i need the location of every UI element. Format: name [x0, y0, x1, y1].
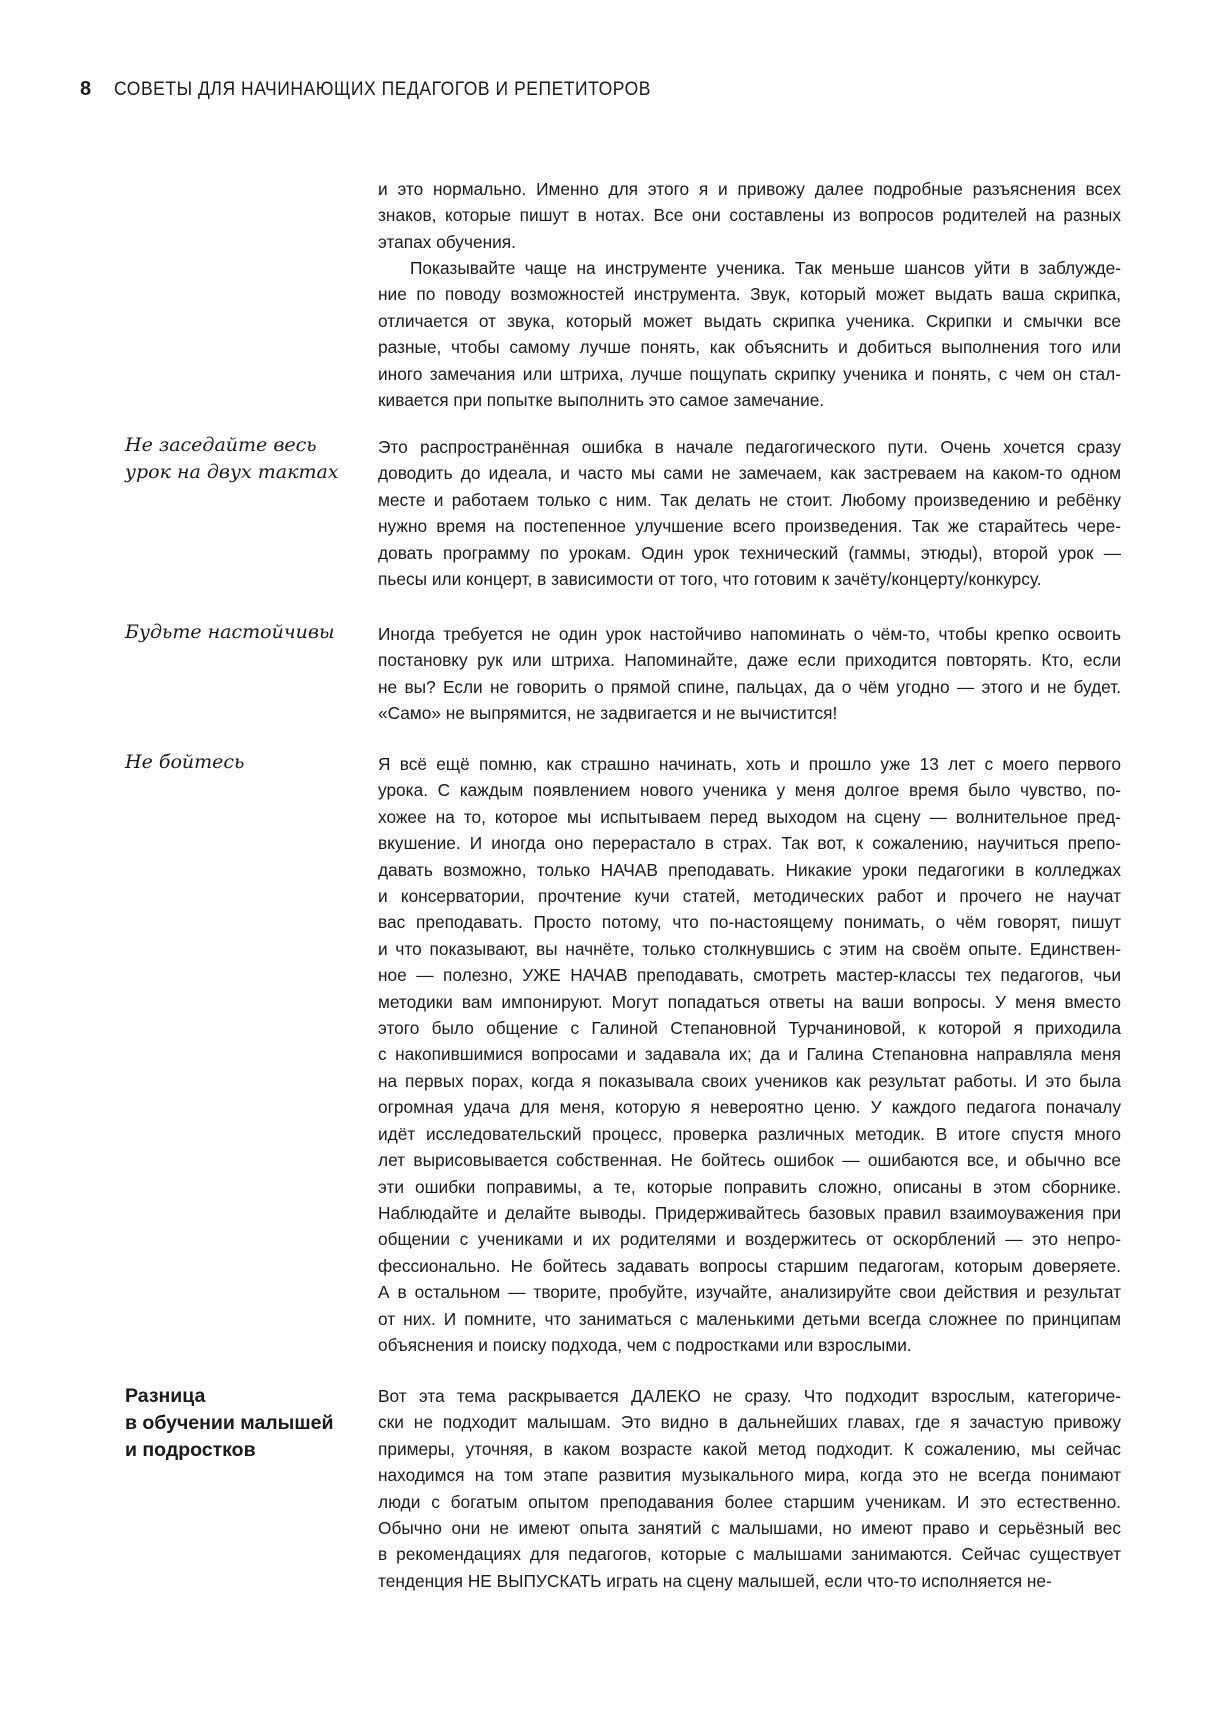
- text-line: фессионально. Не бойтесь задавать вопросы старшим педагогам, которым доверяете.: [378, 1255, 1121, 1276]
- intro-paragraph-1: [378, 176, 1121, 255]
- heading-line: в обучении малышей: [125, 1412, 334, 1434]
- text-line: А в остальном — творите, пробуйте, изучайте, анализируйте свои действия и результат: [378, 1282, 1121, 1303]
- text-line: урока. С каждым появлением нового ученика у меня долгое время было чувство, по-: [378, 780, 1121, 801]
- text-line: находимся на том этапе развития музыкального мира, когда это не всегда понимают: [378, 1465, 1121, 1486]
- text-line: огромная удача для меня, которую я невероятно ценю. У каждого педагога поначалу: [378, 1097, 1121, 1118]
- text-line: постановку рук или штриха. Напоминайте, даже если приходится повторять. Кто, если: [378, 650, 1121, 671]
- section-body-dont-fear: [378, 751, 1121, 1358]
- page-header: [80, 78, 697, 102]
- text-line: разные, чтобы самому лучше понять, как объяснить и добиться выполнения того или: [378, 337, 1121, 358]
- text-line: тенденция НЕ ВЫПУСКАТЬ играть на сцену малышей, если что-то исполняется не-: [378, 1570, 1052, 1591]
- text-line: и что показывают, вы начнёте, только столкнувшись с этим на своём опыте. Единствен-: [378, 938, 1121, 959]
- text-line: Обычно они не имеют опыта занятий с малышами, но имеют право и серьёзный вес: [378, 1518, 1121, 1539]
- text-line: Показывайте чаще на инструменте ученика. Так меньше шансов уйти в заблужде-: [410, 258, 1121, 278]
- text-line: эти ошибки поправимы, а те, которые поправить сложно, описаны в этом сборнике.: [378, 1176, 1121, 1197]
- text-line: на первых порах, когда я показывала своих учеников как результат работы. И это была: [378, 1070, 1121, 1091]
- text-line: примеры, уточняя, в каком возрасте какой метод подходит. К сожалению, мы сейчас: [378, 1438, 1121, 1459]
- heading-line: и подростков: [125, 1439, 256, 1461]
- text-line: методики вам импонируют. Могут попадаться ответы на ваши вопросы. У меня вместо: [378, 991, 1121, 1012]
- text-line: довать программу по урокам. Один урок технический (гаммы, этюды), второй урок —: [378, 542, 1121, 563]
- text-line: в рекомендациях для педагогов, которые с малышами занимаются. Сейчас существует: [378, 1544, 1121, 1565]
- text-line: этапах обучения.: [378, 231, 516, 252]
- section-body-dont-linger: [378, 434, 1121, 592]
- text-line: пьесы или концерт, в зависимости от того, что готовим к зачёту/концерту/конкурсу.: [378, 569, 1042, 590]
- text-line: отличается от звука, который может выдать скрипка ученика. Скрипки и смычки все: [378, 310, 1121, 331]
- intro-paragraph-2: [378, 255, 1121, 413]
- text-line: вкушение. И иногда оно перерастало в страх. Так вот, к сожалению, научиться препо-: [378, 833, 1121, 854]
- text-line: доводить до идеала, и часто мы сами не замечаем, как застреваем на каком-то одном: [378, 463, 1121, 484]
- text-line: и это нормально. Именно для этого я и привожу далее подробные разъяснения всех: [378, 179, 1121, 199]
- text-line: ние по поводу возможностей инструмента. Звук, который может выдать ваша скрипка,: [378, 284, 1121, 305]
- text-line: общении с учениками и их родителями и воздержитесь от оскорблений — это непро-: [378, 1229, 1121, 1250]
- text-line: Наблюдайте и делайте выводы. Придерживайтесь базовых правил взаимоуважения при: [378, 1202, 1121, 1223]
- text-line: ски не подходит малышам. Это видно в дальнейших главах, где я зачастую привожу: [378, 1412, 1121, 1433]
- text-line: Вот эта тема раскрывается ДАЛЕКО не сразу. Что подходит взрослым, категориче-: [378, 1386, 1121, 1406]
- text-line: от них. И помните, что заниматься с маленькими детьми всегда сложнее по принципам: [378, 1308, 1121, 1329]
- text-line: Это распространённая ошибка в начале педагогического пути. Очень хочется сразу: [378, 437, 1121, 457]
- running-title: СОВЕТЫ ДЛЯ НАЧИНАЮЩИХ ПЕДАГОГОВ И РЕПЕТИТОРОВ: [113, 79, 651, 100]
- heading-line: Разница: [125, 1385, 206, 1407]
- text-line: знаков, которые пишут в нотах. Все они составлены из вопросов родителей на разных: [378, 205, 1121, 226]
- section-heading-dont-fear: [125, 749, 355, 776]
- heading-line: Не заседайте весь: [125, 434, 317, 456]
- text-line: и консерватории, прочтение кучи статей, методических работ и прочего не научат: [378, 886, 1121, 907]
- text-line: нужно время на постепенное улучшение всего произведения. Так же старайтесь чере-: [378, 516, 1121, 537]
- text-line: месте и работаем только с ним. Так делать не стоит. Любому произведению и ребёнку: [378, 489, 1121, 510]
- text-line: Я всё ещё помню, как страшно начинать, хоть и прошло уже 13 лет с моего первого: [378, 754, 1121, 774]
- text-line: Иногда требуется не один урок настойчиво напоминать о чём-то, чтобы крепко освоить: [378, 624, 1121, 644]
- section-heading-age-difference: [125, 1383, 355, 1464]
- section-body-age-difference: [378, 1383, 1121, 1594]
- text-line: объяснения и поиску подхода, чем с подростками или взрослыми.: [378, 1334, 912, 1355]
- heading-line: Не бойтесь: [125, 751, 245, 773]
- text-line: хожее на то, которое мы испытываем перед выходом на сцену — волнительное пред-: [378, 806, 1121, 827]
- text-line: кивается при попытке выполнить это самое замечание.: [378, 390, 825, 411]
- text-line: иного замечания или штриха, лучше пощупать скрипку ученика и понять, с чем он стал-: [378, 363, 1121, 384]
- text-line: давать возможно, только НАЧАВ преподавать. Никакие уроки педагогики в колледжах: [378, 859, 1121, 880]
- section-heading-dont-linger: [125, 432, 355, 485]
- text-line: идёт исследовательский процесс, проверка различных методик. В итоге спустя много: [378, 1123, 1121, 1144]
- text-line: этого было общение с Галиной Степановной Турчаниновой, к которой я приходила: [378, 1018, 1121, 1039]
- page-number: 8: [80, 78, 92, 100]
- section-body-be-persistent: [378, 621, 1121, 727]
- text-line: «Само» не выпрямится, не задвигается и не вычистится!: [378, 703, 838, 724]
- text-line: ное — полезно, УЖЕ НАЧАВ преподавать, смотреть мастер-классы тех педагогов, чьи: [378, 965, 1121, 986]
- section-heading-be-persistent: [125, 619, 355, 646]
- text-line: лет вырисовывается собственная. Не бойтесь ошибок — ошибаются все, и обычно все: [378, 1150, 1121, 1171]
- text-line: люди с богатым опытом преподавания более старшим ученикам. И это естественно.: [378, 1491, 1121, 1512]
- text-line: не вы? Если не говорить о прямой спине, пальцах, да о чём угодно — этого и не будет.: [378, 676, 1121, 697]
- heading-line: Будьте настойчивы: [125, 621, 335, 643]
- text-line: с накопившимися вопросами и задавала их; да и Галина Степановна направляла меня: [378, 1044, 1121, 1065]
- heading-line: урок на двух тактах: [125, 460, 339, 483]
- text-line: вас преподавать. Просто потому, что по-настоящему понимать, о чём говорят, пишут: [378, 912, 1121, 933]
